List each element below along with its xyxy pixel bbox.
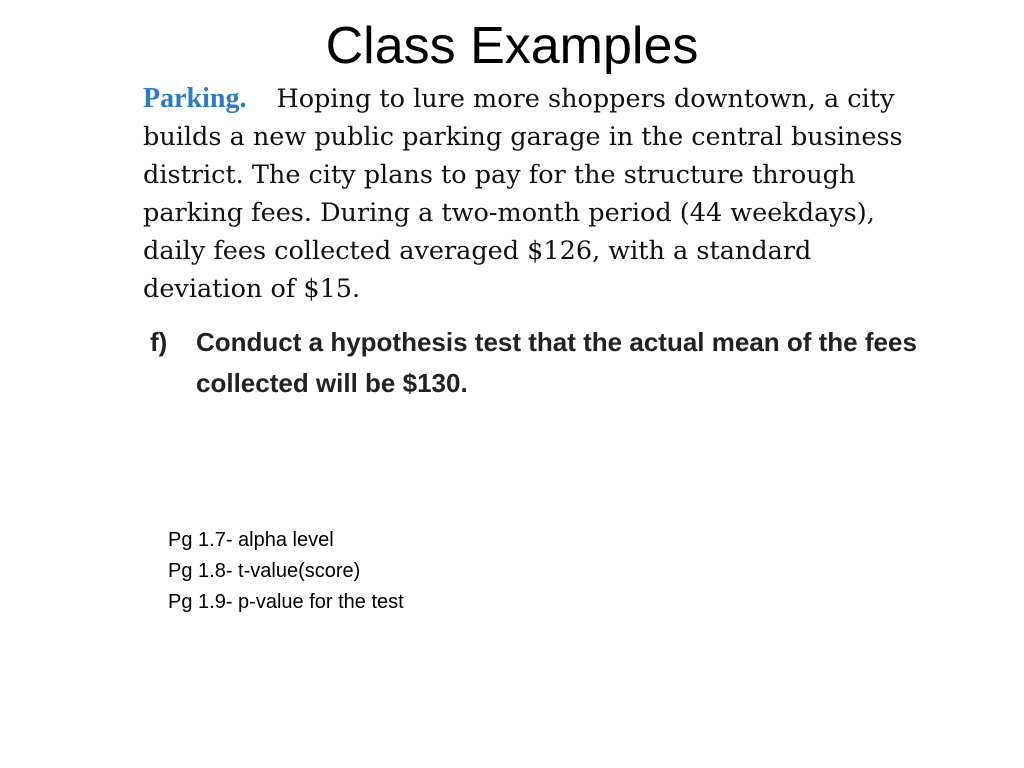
reference-item: Pg 1.8- t-value(score) [168,560,361,582]
slide-title: Class Examples [325,17,699,75]
question-item [150,322,920,404]
reference-item: Pg 1.9- p-value for the test [168,591,404,613]
problem-label: Parking. [143,83,247,114]
question-text: Conduct a hypothesis test that the actual mean of the fees collected will be $130. [196,327,917,398]
problem-text: Hoping to lure more shoppers downtown, a city builds a new public parking garage in the central business district. The city plans to pay for the structure through parking fees. During a two-month period (44 weekdays), daily fees collected averaged $126, with a standard deviation of $15. [143,84,903,304]
problem-paragraph [143,80,911,308]
reference-item: Pg 1.7- alpha level [168,529,334,551]
reference-list [168,525,404,618]
question-marker: f) [150,327,168,357]
problem-image [143,80,911,308]
